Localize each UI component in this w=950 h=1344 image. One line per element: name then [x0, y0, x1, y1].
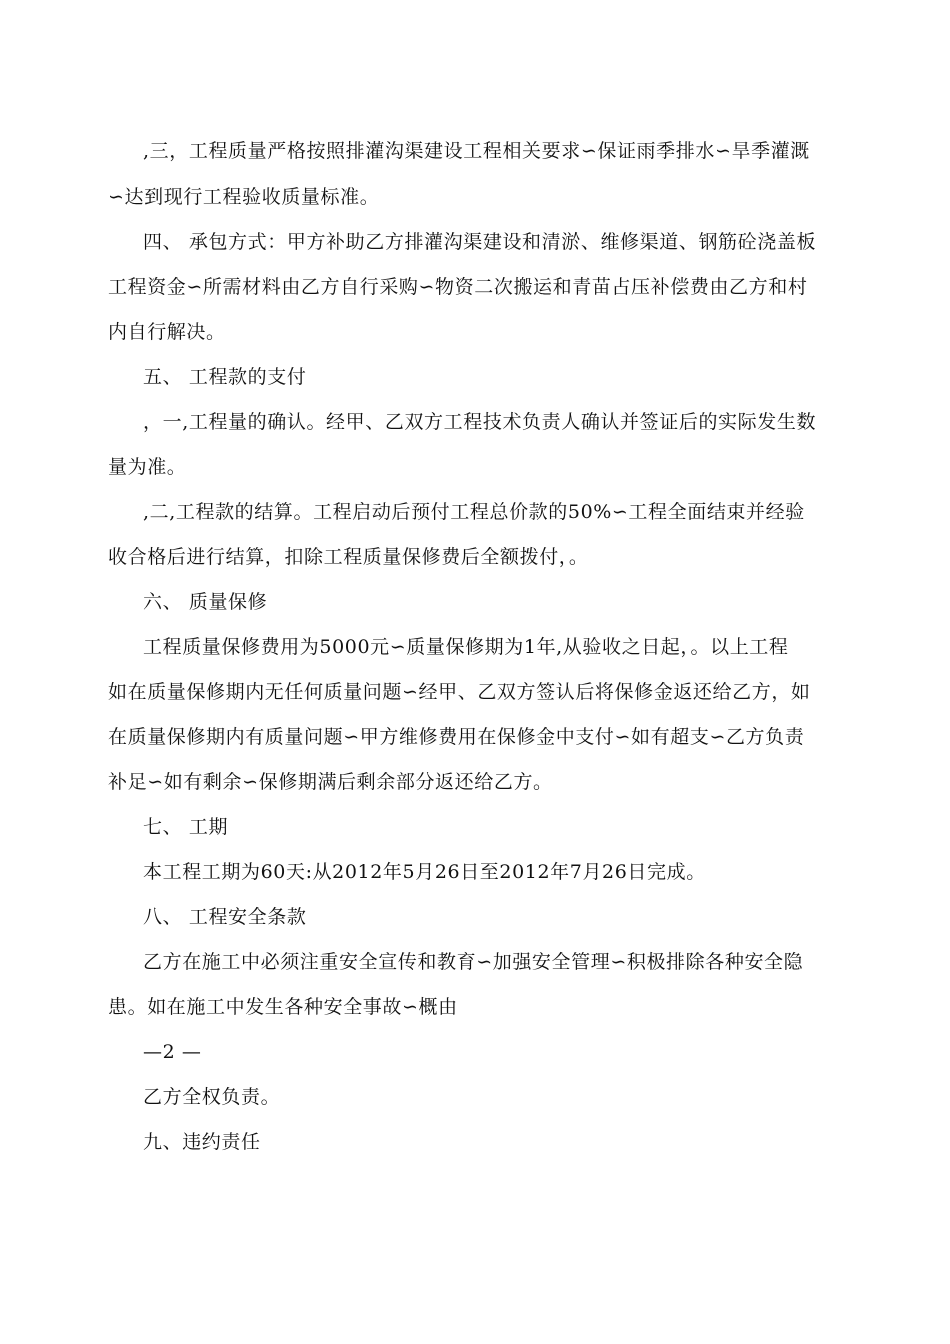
text-line: 量为准。 — [108, 456, 187, 478]
text-line: 乙方全权负责。 — [143, 1086, 281, 1108]
text-line: 乙方在施工中必须注重安全宣传和教育∽加强安全管理∽积极排除各种安全隐 — [143, 951, 804, 973]
text-line: 补足∽如有剩余∽保修期满后剩余部分返还给乙方。 — [108, 771, 553, 793]
text-line: 本工程工期为60天:从2012年5月26日至2012年7月26日完成。 — [143, 861, 706, 883]
page-number: —2 — — [143, 1041, 202, 1063]
text-line: ，一,工程量的确认。经甲、乙双方工程技术负责人确认并签证后的实际发生数 — [143, 411, 817, 433]
section-heading: 七、 工期 — [143, 816, 229, 838]
text-line: 如在质量保修期内无任何质量问题∽经甲、乙双方签认后将保修金返还给乙方，如 — [108, 681, 811, 703]
text-line: ,三，工程质量严格按照排灌沟渠建设工程相关要求∽保证雨季排水∽旱季灌溉 — [143, 140, 810, 162]
section-heading: 五、 工程款的支付 — [143, 366, 307, 388]
text-line: 收合格后进行结算，扣除工程质量保修费后全额拨付，。 — [108, 546, 589, 568]
section-heading: 四、 承包方式：甲方补助乙方排灌沟渠建设和清淤、维修渠道、钢筋砼浇盖板 — [143, 231, 817, 253]
text-line: 工程资金∽所需材料由乙方自行采购∽物资二次搬运和青苗占压补偿费由乙方和村 — [108, 276, 808, 298]
section-heading: 九、违约责任 — [143, 1131, 261, 1153]
text-line: 在质量保修期内有质量问题∽甲方维修费用在保修金中支付∽如有超支∽乙方负责 — [108, 726, 805, 748]
text-line: 患。如在施工中发生各种安全事故∽概由 — [108, 996, 458, 1018]
section-heading: 六、 质量保修 — [143, 591, 268, 613]
text-line: ∽达到现行工程验收质量标准。 — [108, 186, 380, 208]
text-line: ,二,工程款的结算。工程启动后预付工程总价款的50%∽工程全面结束并经验 — [143, 501, 805, 523]
section-heading: 八、 工程安全条款 — [143, 906, 307, 928]
text-line: 内自行解决。 — [108, 321, 226, 343]
text-line: 工程质量保修费用为5000元∽质量保修期为1年,从验收之日起，。以上工程 — [143, 636, 789, 658]
